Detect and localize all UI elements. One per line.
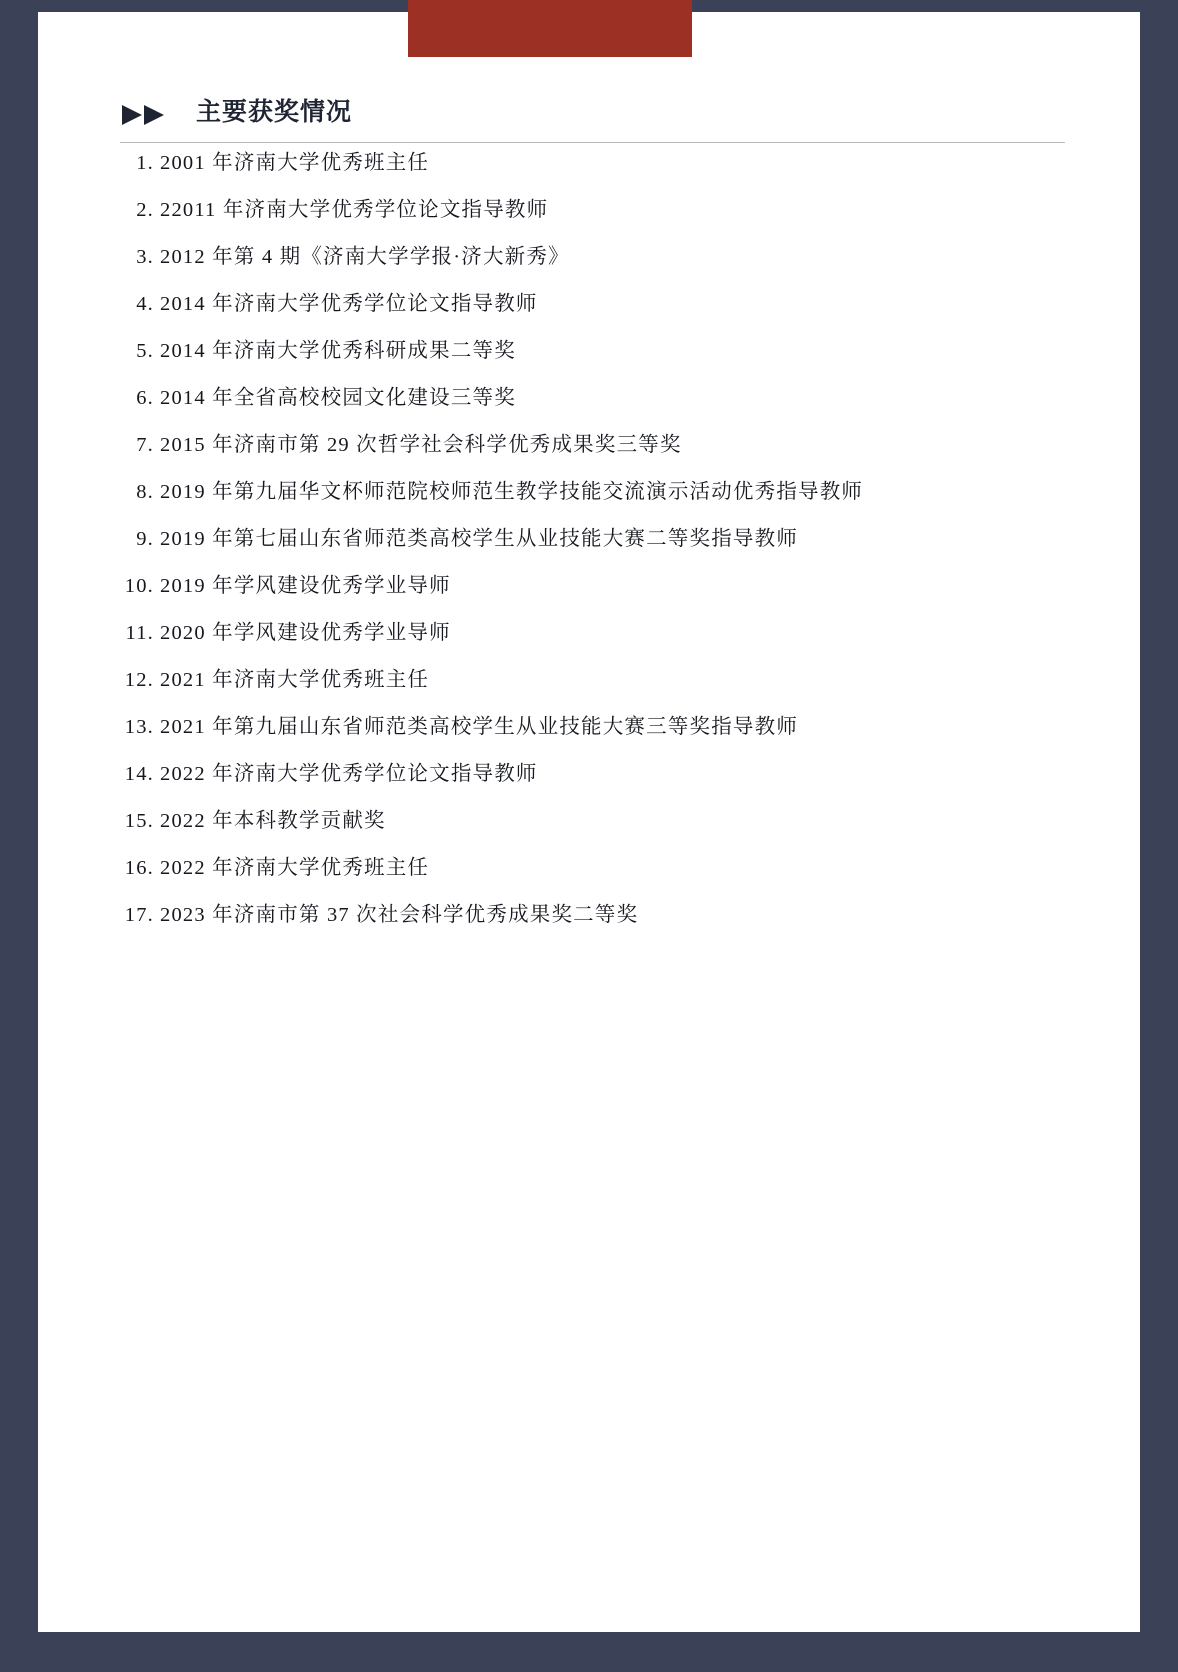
list-item bbox=[120, 610, 1080, 657]
document-body bbox=[38, 12, 1140, 1632]
list-item-text: 2021 年济南大学优秀班主任 bbox=[160, 669, 430, 691]
list-item bbox=[120, 187, 1080, 234]
list-item-text: 2022 年济南大学优秀学位论文指导教师 bbox=[160, 763, 538, 785]
list-item bbox=[120, 234, 1080, 281]
list-item-number: 9. bbox=[136, 528, 154, 550]
list-item-text: 2014 年济南大学优秀学位论文指导教师 bbox=[160, 293, 538, 315]
list-item bbox=[120, 516, 1080, 563]
list-item-number: 3. bbox=[136, 246, 154, 268]
section-header bbox=[80, 84, 1100, 146]
list-item-number: 10. bbox=[124, 575, 154, 597]
list-item bbox=[120, 328, 1080, 375]
list-item bbox=[120, 469, 1080, 516]
list-item-text: 2022 年济南大学优秀班主任 bbox=[160, 857, 430, 879]
list-item-number: 15. bbox=[124, 810, 154, 832]
list-item-text: 2019 年第七届山东省师范类高校学生从业技能大赛二等奖指导教师 bbox=[160, 528, 799, 550]
awards-list bbox=[120, 140, 1080, 939]
list-item-text: 2019 年学风建设优秀学业导师 bbox=[160, 575, 451, 597]
list-item-number: 5. bbox=[136, 340, 154, 362]
list-item-number: 1. bbox=[136, 152, 154, 174]
list-item-text: 22011 年济南大学优秀学位论文指导教师 bbox=[160, 199, 549, 221]
list-item bbox=[120, 281, 1080, 328]
list-item bbox=[120, 704, 1080, 751]
list-item-text: 2021 年第九届山东省师范类高校学生从业技能大赛三等奖指导教师 bbox=[160, 716, 799, 738]
list-item-number: 16. bbox=[124, 857, 154, 879]
list-item bbox=[120, 140, 1080, 187]
list-item-text: 2001 年济南大学优秀班主任 bbox=[160, 152, 430, 174]
list-item-text: 2019 年第九届华文杯师范院校师范生教学技能交流演示活动优秀指导教师 bbox=[160, 481, 864, 503]
list-item-text: 2012 年第 4 期《济南大学学报·济大新秀》 bbox=[160, 246, 570, 268]
list-item-number: 11. bbox=[125, 622, 154, 644]
page-title: 主要获奖情况 bbox=[196, 97, 353, 126]
list-item-number: 2. bbox=[136, 199, 154, 221]
list-item bbox=[120, 751, 1080, 798]
list-item-text: 2014 年济南大学优秀科研成果二等奖 bbox=[160, 340, 516, 362]
list-item-number: 7. bbox=[136, 434, 154, 456]
list-item bbox=[120, 798, 1080, 845]
list-item bbox=[120, 375, 1080, 422]
double-right-arrow-icon bbox=[120, 102, 172, 128]
list-item-number: 17. bbox=[124, 904, 154, 926]
list-item-number: 13. bbox=[124, 716, 154, 738]
list-item-text: 2023 年济南市第 37 次社会科学优秀成果奖二等奖 bbox=[160, 904, 639, 926]
list-item-number: 4. bbox=[136, 293, 154, 315]
list-item-number: 12. bbox=[124, 669, 154, 691]
list-item bbox=[120, 657, 1080, 704]
list-item bbox=[120, 892, 1080, 939]
list-item-text: 2022 年本科教学贡献奖 bbox=[160, 810, 386, 832]
list-item-text: 2015 年济南市第 29 次哲学社会科学优秀成果奖三等奖 bbox=[160, 434, 682, 456]
list-item-number: 14. bbox=[124, 763, 154, 785]
list-item bbox=[120, 422, 1080, 469]
list-item bbox=[120, 563, 1080, 610]
list-item-text: 2014 年全省高校校园文化建设三等奖 bbox=[160, 387, 516, 409]
list-item-text: 2020 年学风建设优秀学业导师 bbox=[160, 622, 451, 644]
list-item-number: 8. bbox=[136, 481, 154, 503]
list-item bbox=[120, 845, 1080, 892]
list-item-number: 6. bbox=[136, 387, 154, 409]
